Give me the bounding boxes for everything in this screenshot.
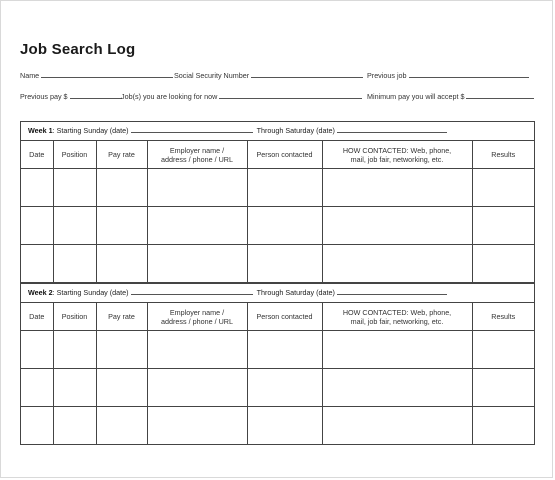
col-how-line1: HOW CONTACTED: Web, phone,: [342, 145, 452, 155]
ssn-line[interactable]: [251, 70, 363, 78]
cell[interactable]: [322, 369, 472, 407]
ssn-label: Social Security Number: [174, 71, 250, 80]
cell[interactable]: [96, 207, 147, 245]
cell[interactable]: [247, 369, 322, 407]
table-row: [21, 169, 534, 207]
cell[interactable]: [21, 331, 53, 369]
col-position: Position: [53, 303, 96, 331]
cell[interactable]: [147, 245, 247, 283]
name-field: [20, 70, 173, 80]
col-how-contacted: [322, 141, 472, 169]
week-2-through-label: Through Saturday (date): [256, 288, 335, 297]
week-2-through-line[interactable]: [337, 287, 447, 295]
cell[interactable]: [147, 331, 247, 369]
previous-pay-field: [20, 91, 122, 101]
col-results: Results: [472, 141, 534, 169]
jobs-looking-label: Job(s) you are looking for now: [121, 92, 218, 101]
cell[interactable]: [53, 245, 96, 283]
previous-job-field: [367, 70, 529, 80]
cell[interactable]: [53, 207, 96, 245]
cell[interactable]: [472, 407, 534, 445]
table-row: [21, 369, 534, 407]
col-how-line2: mail, job fair, networking, etc.: [350, 154, 444, 164]
week-2-block: [20, 283, 535, 445]
week-2-start-line[interactable]: [131, 287, 253, 295]
col-person-contacted: Person contacted: [247, 141, 322, 169]
week-1-block: [20, 121, 535, 283]
previous-job-line[interactable]: [409, 70, 529, 78]
week-1-through-label: Through Saturday (date): [256, 126, 335, 135]
cell[interactable]: [322, 407, 472, 445]
previous-pay-label: Previous pay $: [20, 92, 68, 101]
cell[interactable]: [96, 407, 147, 445]
table-row: [21, 407, 534, 445]
col-date: Date: [21, 141, 53, 169]
col-employer-line2: address / phone / URL: [161, 154, 233, 164]
week-1-label: Week 1: [28, 126, 53, 135]
previous-job-label: Previous job: [367, 71, 407, 80]
cell[interactable]: [147, 207, 247, 245]
cell[interactable]: [247, 407, 322, 445]
col-pay-rate: Pay rate: [96, 141, 147, 169]
cell[interactable]: [247, 245, 322, 283]
cell[interactable]: [322, 245, 472, 283]
ssn-field: [174, 70, 363, 80]
col-employer-line2: address / phone / URL: [161, 316, 233, 326]
name-label: Name: [20, 71, 40, 80]
week-1-through-line[interactable]: [337, 125, 447, 133]
table-row: [21, 207, 534, 245]
cell[interactable]: [147, 369, 247, 407]
cell[interactable]: [96, 169, 147, 207]
col-date: Date: [21, 303, 53, 331]
cell[interactable]: [53, 331, 96, 369]
minimum-pay-line[interactable]: [466, 91, 534, 99]
week-2-start-label: : Starting Sunday (date): [52, 288, 129, 297]
week-2-table: [21, 303, 534, 444]
cell[interactable]: [96, 369, 147, 407]
cell[interactable]: [472, 369, 534, 407]
cell[interactable]: [21, 169, 53, 207]
cell[interactable]: [96, 245, 147, 283]
cell[interactable]: [322, 207, 472, 245]
week-1-header-row: [21, 141, 534, 169]
col-employer: [147, 303, 247, 331]
jobs-looking-field: [121, 91, 362, 101]
table-row: [21, 245, 534, 283]
cell[interactable]: [21, 369, 53, 407]
col-employer: [147, 141, 247, 169]
cell[interactable]: [53, 169, 96, 207]
col-person-contacted: Person contacted: [247, 303, 322, 331]
col-pay-rate: Pay rate: [96, 303, 147, 331]
page-title: Job Search Log: [20, 41, 136, 58]
minimum-pay-field: [367, 91, 534, 101]
jobs-looking-line[interactable]: [219, 91, 362, 99]
cell[interactable]: [53, 407, 96, 445]
name-line[interactable]: [41, 70, 173, 78]
cell[interactable]: [322, 169, 472, 207]
cell[interactable]: [247, 169, 322, 207]
col-how-contacted: [322, 303, 472, 331]
col-how-line2: mail, job fair, networking, etc.: [350, 316, 444, 326]
minimum-pay-label: Minimum pay you will accept $: [367, 92, 465, 101]
cell[interactable]: [53, 369, 96, 407]
table-row: [21, 331, 534, 369]
week-2-header: [21, 284, 534, 303]
week-1-header: [21, 122, 534, 141]
col-position: Position: [53, 141, 96, 169]
cell[interactable]: [21, 207, 53, 245]
cell[interactable]: [472, 331, 534, 369]
cell[interactable]: [96, 331, 147, 369]
week-1-start-label: : Starting Sunday (date): [52, 126, 129, 135]
col-employer-line1: Employer name /: [169, 145, 225, 155]
cell[interactable]: [472, 245, 534, 283]
cell[interactable]: [21, 245, 53, 283]
col-results: Results: [472, 303, 534, 331]
cell[interactable]: [322, 331, 472, 369]
cell[interactable]: [147, 407, 247, 445]
week-1-table: [21, 141, 534, 282]
col-how-line1: HOW CONTACTED: Web, phone,: [342, 307, 452, 317]
week-1-start-line[interactable]: [131, 125, 253, 133]
week-2-header-row: [21, 303, 534, 331]
col-employer-line1: Employer name /: [169, 307, 225, 317]
cell[interactable]: [147, 169, 247, 207]
cell[interactable]: [247, 331, 322, 369]
week-2-label: Week 2: [28, 288, 53, 297]
cell[interactable]: [472, 169, 534, 207]
cell[interactable]: [21, 407, 53, 445]
cell[interactable]: [472, 207, 534, 245]
cell[interactable]: [247, 207, 322, 245]
previous-pay-line[interactable]: [70, 91, 122, 99]
